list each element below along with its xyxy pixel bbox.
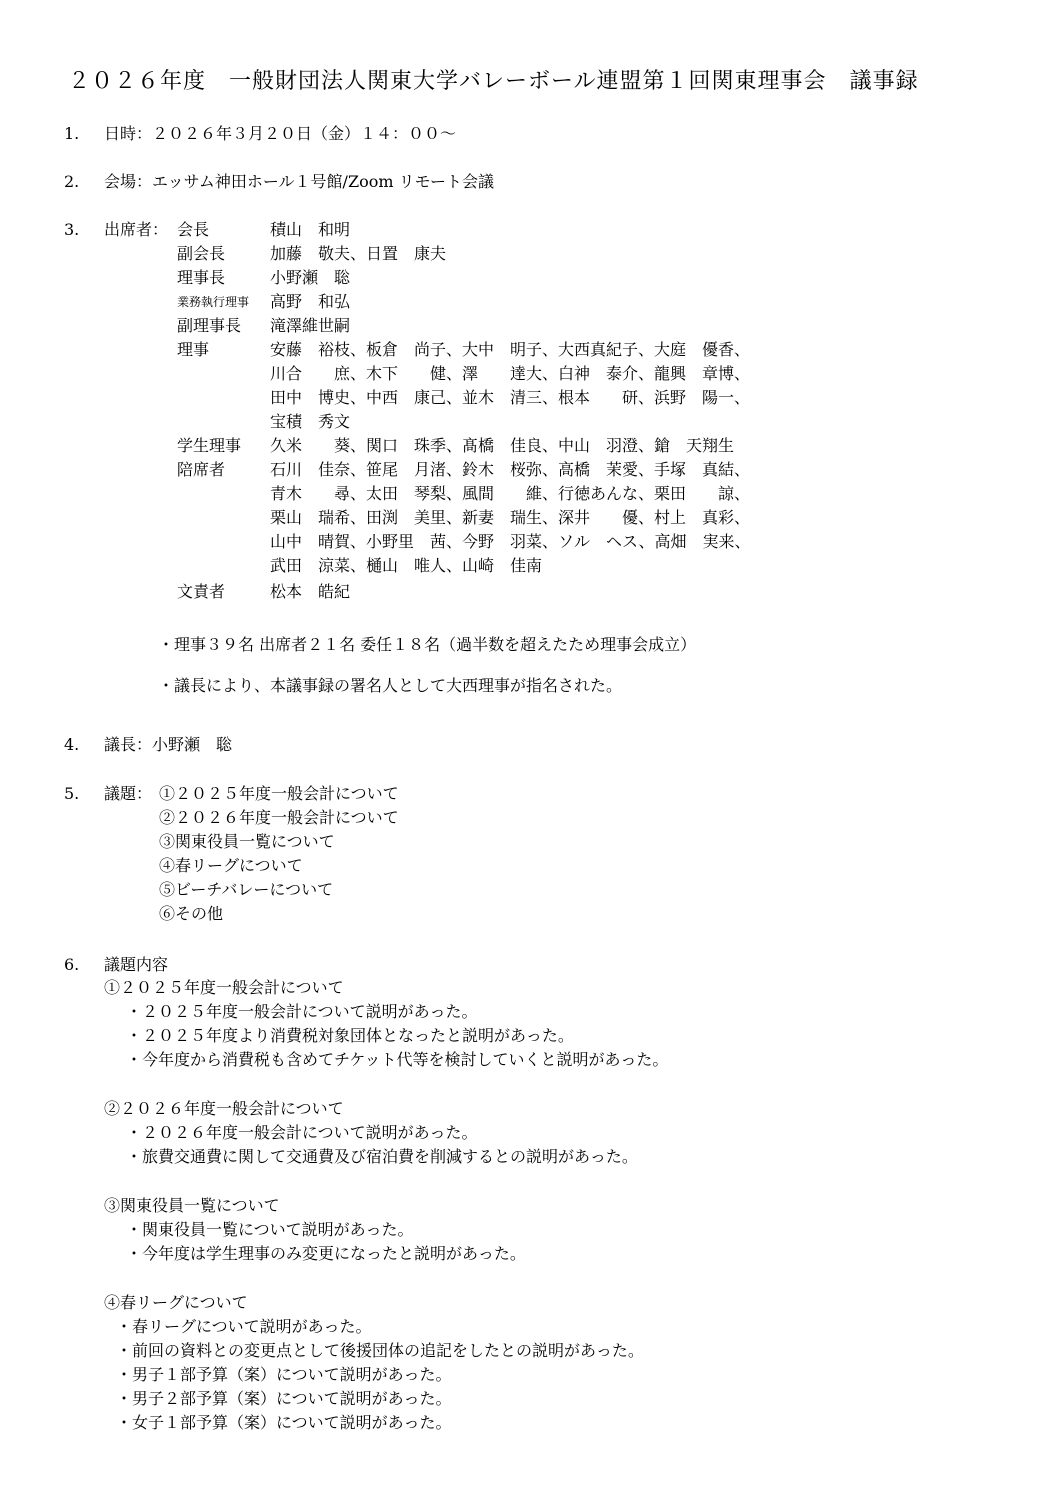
names-observers-line: 武田 涼菜、樋山 唯人、山崎 佳南 <box>270 556 543 575</box>
names-executive-director: 高野 和弘 <box>270 292 351 311</box>
topic-bullet: ・男子２部予算（案）について説明があった。 <box>116 1389 452 1408</box>
topic-bullet: ・関東役員一覧について説明があった。 <box>126 1220 414 1239</box>
role-chairman: 理事長 <box>177 268 226 287</box>
section-1-number: 1. <box>64 124 80 143</box>
topic-bullet: ・女子１部予算（案）について説明があった。 <box>116 1413 452 1432</box>
role-student-directors: 学生理事 <box>177 436 242 455</box>
topic-bullet: ・今年度から消費税も含めてチケット代等を検討していくと説明があった。 <box>126 1050 669 1069</box>
names-directors-line: 川合 庶、木下 健、澤 達大、白神 泰介、龍興 章博、 <box>270 364 751 383</box>
agenda-item: ①２０２５年度一般会計について <box>159 784 399 803</box>
signatory-note: ・議長により、本議事録の署名人として大西理事が指名された。 <box>158 676 623 695</box>
document-title: ２０２６年度 一般財団法人関東大学バレーボール連盟第１回関東理事会 議事録 <box>68 69 919 94</box>
names-observers-line: 石川 佳奈、笹尾 月渚、鈴木 桜弥、高橋 茉愛、手塚 真結、 <box>270 460 751 479</box>
role-executive-director: 業務執行理事 <box>177 295 250 309</box>
role-vice-chairman: 副理事長 <box>177 316 242 335</box>
topic-bullet: ・男子１部予算（案）について説明があった。 <box>116 1365 452 1384</box>
topic-heading: ④春リーグについて <box>104 1293 248 1312</box>
topic-heading: ②２０２６年度一般会計について <box>104 1099 344 1118</box>
meeting-datetime: 日時：２０２６年３月２０日（金）１４：００～ <box>104 124 457 143</box>
topic-bullet: ・２０２６年度一般会計について説明があった。 <box>126 1123 478 1142</box>
role-vice-president: 副会長 <box>177 244 226 263</box>
topic-bullet: ・春リーグについて説明があった。 <box>116 1317 372 1336</box>
section-4-number: 4. <box>64 735 80 754</box>
agenda-label: 議題： <box>104 784 153 803</box>
agenda-details-label: 議題内容 <box>104 955 169 974</box>
names-vice-chairman: 滝澤維世嗣 <box>270 316 351 335</box>
names-recorder: 松本 皓紀 <box>270 582 351 601</box>
attendees-label: 出席者： <box>104 220 169 239</box>
agenda-item: ②２０２６年度一般会計について <box>159 808 399 827</box>
names-chairman: 小野瀬 聡 <box>270 268 351 287</box>
names-student-directors: 久米 葵、関口 珠季、髙橋 佳良、中山 羽澄、鎗 天翔生 <box>270 436 735 455</box>
names-directors-line: 安藤 裕枝、板倉 尚子、大中 明子、大西真紀子、大庭 優香、 <box>270 340 751 359</box>
role-president: 会長 <box>177 220 210 239</box>
agenda-item: ④春リーグについて <box>159 856 303 875</box>
agenda-item: ⑥その他 <box>159 904 224 923</box>
topic-bullet: ・前回の資料との変更点として後援団体の追記をしたとの説明があった。 <box>116 1341 644 1360</box>
role-directors: 理事 <box>177 340 210 359</box>
names-directors-line: 田中 博史、中西 康己、並木 清三、根本 研、浜野 陽一、 <box>270 388 751 407</box>
chairperson: 議長：小野瀬 聡 <box>104 735 233 754</box>
topic-bullet: ・今年度は学生理事のみ変更になったと説明があった。 <box>126 1244 526 1263</box>
meeting-venue: 会場：エッサム神田ホール１号館/Zoom リモート会議 <box>104 172 494 191</box>
section-3-number: 3. <box>64 220 80 239</box>
topic-heading: ③関東役員一覧について <box>104 1196 280 1215</box>
topic-bullet: ・２０２５年度より消費税対象団体となったと説明があった。 <box>126 1026 574 1045</box>
section-6-number: 6. <box>64 955 80 974</box>
role-observers: 陪席者 <box>177 460 226 479</box>
agenda-item: ③関東役員一覧について <box>159 832 335 851</box>
agenda-item: ⑤ビーチバレーについて <box>159 880 334 899</box>
section-2-number: 2. <box>64 172 80 191</box>
names-observers-line: 栗山 瑞希、田渕 美里、新妻 瑞生、深井 優、村上 真彩、 <box>270 508 751 527</box>
names-vice-president: 加藤 敬夫、日置 康夫 <box>270 244 447 263</box>
role-recorder: 文責者 <box>177 582 226 601</box>
names-observers-line: 青木 尋、太田 琴梨、風間 維、行徳あんな、栗田 諒、 <box>270 484 751 503</box>
names-directors-line: 宝積 秀文 <box>270 412 351 431</box>
names-observers-line: 山中 晴賀、小野里 茜、今野 羽菜、ソル ヘス、高畑 実来、 <box>270 532 751 551</box>
topic-bullet: ・２０２５年度一般会計について説明があった。 <box>126 1002 478 1021</box>
quorum-note: ・理事３９名 出席者２１名 委任１８名（過半数を超えたため理事会成立） <box>158 635 697 654</box>
names-president: 積山 和明 <box>270 220 351 239</box>
topic-bullet: ・旅費交通費に関して交通費及び宿泊費を削減するとの説明があった。 <box>126 1147 638 1166</box>
section-5-number: 5. <box>64 784 80 803</box>
topic-heading: ①２０２５年度一般会計について <box>104 978 344 997</box>
